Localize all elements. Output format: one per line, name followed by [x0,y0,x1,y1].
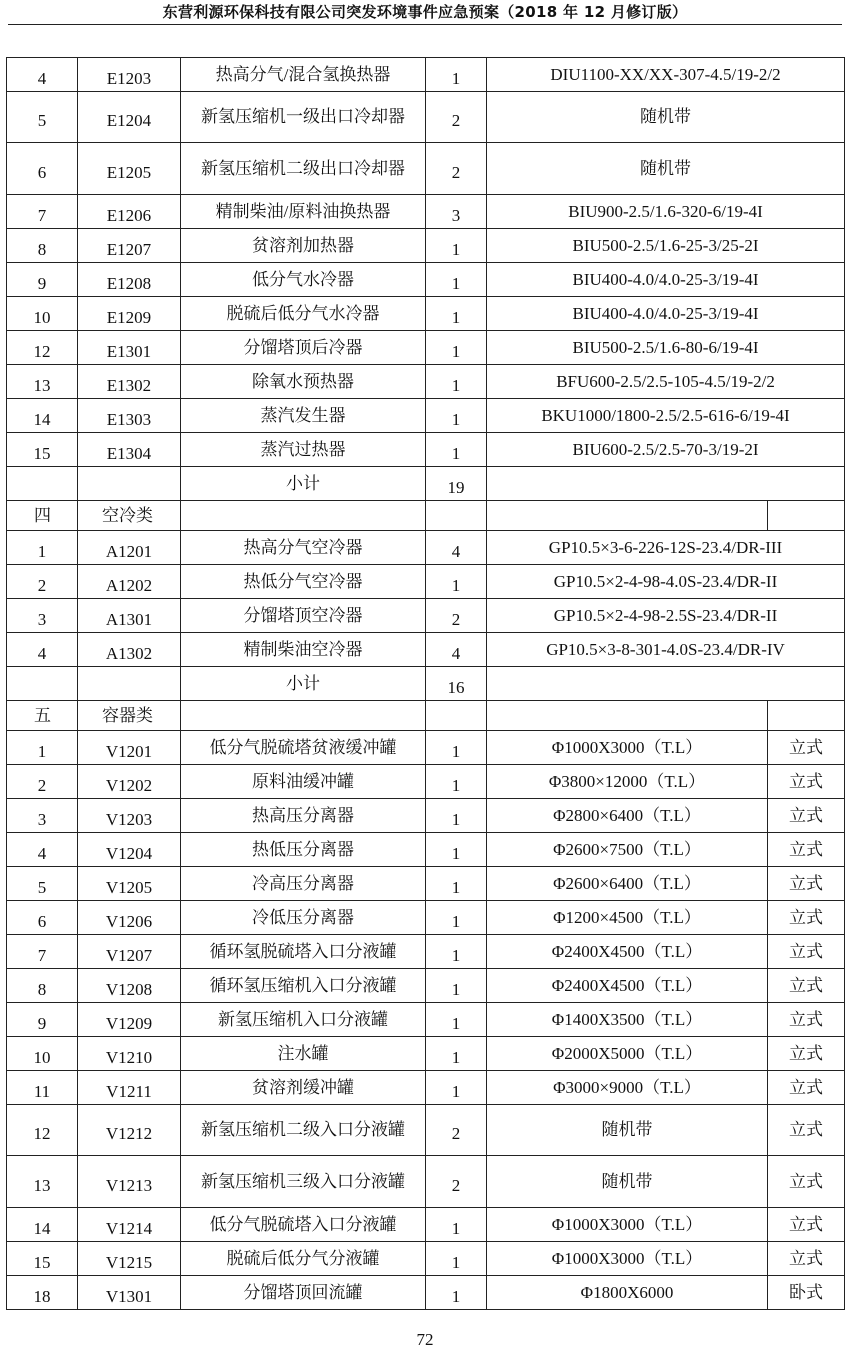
table-row [7,58,845,92]
cell-code: E1302 [78,365,181,399]
cell-code: A1302 [78,633,181,667]
cell-qty: 1 [426,1242,487,1276]
cell-note: 立式 [768,1037,845,1071]
cell-spec: BFU600-2.5/2.5-105-4.5/19-2/2 [487,365,845,399]
cell-spec: BIU500-2.5/1.6-25-3/25-2I [487,229,845,263]
table-row [7,365,845,399]
cell-seq [7,467,78,501]
cell-note: 立式 [768,1156,845,1208]
cell-note: 立式 [768,1242,845,1276]
cell-qty: 1 [426,833,487,867]
cell-qty: 1 [426,263,487,297]
cell-code: V1212 [78,1105,181,1156]
cell-note: 立式 [768,765,845,799]
cell-name: 分馏塔顶后冷器 [181,331,426,365]
cell-name: 新氢压缩机二级入口分液罐 [181,1105,426,1156]
section-row [7,501,845,531]
cell-qty: 1 [426,867,487,901]
cell-spec: Φ1000X3000（T.L） [487,1242,768,1276]
cell-seq: 11 [7,1071,78,1105]
cell-name: 热高分气空冷器 [181,531,426,565]
section-category: 容器类 [78,701,181,731]
cell-code [78,667,181,701]
cell-spec: GP10.5×3-8-301-4.0S-23.4/DR-IV [487,633,845,667]
cell-qty: 1 [426,935,487,969]
cell-name: 热低分气空冷器 [181,565,426,599]
cell-qty: 1 [426,331,487,365]
cell-qty: 2 [426,599,487,633]
table-row [7,229,845,263]
table-row [7,531,845,565]
cell-seq: 6 [7,901,78,935]
cell-spec: Φ1800X6000 [487,1276,768,1310]
cell-seq: 5 [7,867,78,901]
cell-note: 立式 [768,1105,845,1156]
cell-name: 冷高压分离器 [181,867,426,901]
cell-qty: 1 [426,1276,487,1310]
cell-spec: Φ2600×6400（T.L） [487,867,768,901]
cell-note: 立式 [768,1003,845,1037]
cell-name: 注水罐 [181,1037,426,1071]
table-row [7,799,845,833]
cell-spec: BIU900-2.5/1.6-320-6/19-4I [487,195,845,229]
cell-spec [487,701,768,731]
cell-name: 热低压分离器 [181,833,426,867]
cell-name: 精制柴油/原料油换热器 [181,195,426,229]
cell-code: V1209 [78,1003,181,1037]
cell-seq: 14 [7,399,78,433]
cell-qty: 16 [426,667,487,701]
cell-seq: 9 [7,1003,78,1037]
section-row [7,701,845,731]
table-row [7,195,845,229]
cell-seq: 15 [7,433,78,467]
cell-code: E1206 [78,195,181,229]
cell-note: 立式 [768,731,845,765]
cell-code: V1206 [78,901,181,935]
cell-note: 卧式 [768,1276,845,1310]
table-row [7,833,845,867]
cell-name: 冷低压分离器 [181,901,426,935]
cell-name: 分馏塔顶空冷器 [181,599,426,633]
table-row [7,297,845,331]
cell-spec: BIU400-4.0/4.0-25-3/19-4I [487,263,845,297]
cell-seq: 12 [7,1105,78,1156]
cell-name: 贫溶剂缓冲罐 [181,1071,426,1105]
cell-name: 低分气脱硫塔贫液缓冲罐 [181,731,426,765]
cell-code: A1201 [78,531,181,565]
cell-seq: 2 [7,765,78,799]
section-category: 空冷类 [78,501,181,531]
table-row [7,599,845,633]
header-rule [8,24,842,25]
cell-seq: 5 [7,92,78,143]
cell-name: 热高压分离器 [181,799,426,833]
cell-qty: 2 [426,92,487,143]
cell-spec: BIU500-2.5/1.6-80-6/19-4I [487,331,845,365]
cell-code: V1207 [78,935,181,969]
cell-code [78,467,181,501]
cell-spec [487,501,768,531]
cell-seq: 6 [7,143,78,195]
equipment-table-body [7,58,845,1310]
cell-name: 新氢压缩机三级入口分液罐 [181,1156,426,1208]
cell-code: E1205 [78,143,181,195]
cell-code: A1301 [78,599,181,633]
cell-seq: 12 [7,331,78,365]
table-row [7,331,845,365]
cell-seq [7,667,78,701]
cell-code: V1204 [78,833,181,867]
cell-name: 贫溶剂加热器 [181,229,426,263]
table-row [7,1276,845,1310]
cell-code: V1203 [78,799,181,833]
cell-spec [487,467,845,501]
cell-spec: 随机带 [487,143,845,195]
cell-qty: 1 [426,58,487,92]
cell-seq: 10 [7,297,78,331]
cell-spec: BKU1000/1800-2.5/2.5-616-6/19-4I [487,399,845,433]
cell-name: 分馏塔顶回流罐 [181,1276,426,1310]
cell-note: 立式 [768,833,845,867]
table-row [7,731,845,765]
table-row [7,92,845,143]
cell-code: V1202 [78,765,181,799]
cell-name: 原料油缓冲罐 [181,765,426,799]
cell-spec: BIU600-2.5/2.5-70-3/19-2I [487,433,845,467]
table-row [7,565,845,599]
cell-code: V1214 [78,1208,181,1242]
cell-spec: BIU400-4.0/4.0-25-3/19-4I [487,297,845,331]
subtotal-row [7,667,845,701]
cell-spec: DIU1100-XX/XX-307-4.5/19-2/2 [487,58,845,92]
cell-name: 循环氢压缩机入口分液罐 [181,969,426,1003]
cell-code: V1301 [78,1276,181,1310]
cell-seq: 4 [7,58,78,92]
cell-qty: 1 [426,365,487,399]
cell-code: E1203 [78,58,181,92]
cell-name: 蒸汽发生器 [181,399,426,433]
cell-note [768,501,845,531]
cell-name: 蒸汽过热器 [181,433,426,467]
section-number: 五 [7,701,78,731]
table-row [7,1071,845,1105]
cell-seq: 7 [7,195,78,229]
table-row [7,1105,845,1156]
subtotal-row [7,467,845,501]
cell-seq: 18 [7,1276,78,1310]
cell-spec: Φ2800×6400（T.L） [487,799,768,833]
cell-qty: 1 [426,765,487,799]
table-row [7,1003,845,1037]
table-row [7,1156,845,1208]
cell-spec: GP10.5×2-4-98-2.5S-23.4/DR-II [487,599,845,633]
cell-qty: 1 [426,297,487,331]
cell-qty: 1 [426,799,487,833]
cell-seq: 2 [7,565,78,599]
cell-seq: 10 [7,1037,78,1071]
table-row [7,765,845,799]
cell-name: 除氧水预热器 [181,365,426,399]
table-row [7,143,845,195]
cell-code: A1202 [78,565,181,599]
cell-seq: 14 [7,1208,78,1242]
cell-name: 精制柴油空冷器 [181,633,426,667]
cell-code: E1303 [78,399,181,433]
cell-spec: GP10.5×2-4-98-4.0S-23.4/DR-II [487,565,845,599]
table-row [7,935,845,969]
cell-qty: 4 [426,633,487,667]
table-row [7,867,845,901]
table-row [7,399,845,433]
cell-qty: 19 [426,467,487,501]
cell-code: V1208 [78,969,181,1003]
cell-name: 低分气水冷器 [181,263,426,297]
cell-code: V1205 [78,867,181,901]
cell-name: 新氢压缩机入口分液罐 [181,1003,426,1037]
cell-seq: 13 [7,365,78,399]
cell-seq: 8 [7,229,78,263]
cell-spec: Φ2600×7500（T.L） [487,833,768,867]
cell-name: 新氢压缩机一级出口冷却器 [181,92,426,143]
cell-qty: 2 [426,143,487,195]
cell-spec: GP10.5×3-6-226-12S-23.4/DR-III [487,531,845,565]
cell-note: 立式 [768,935,845,969]
cell-qty: 1 [426,229,487,263]
cell-seq: 9 [7,263,78,297]
cell-code: E1304 [78,433,181,467]
cell-note [768,701,845,731]
cell-spec: Φ1400X3500（T.L） [487,1003,768,1037]
cell-note: 立式 [768,867,845,901]
cell-code: E1301 [78,331,181,365]
cell-qty [426,501,487,531]
cell-spec [487,667,845,701]
cell-qty: 3 [426,195,487,229]
table-row [7,633,845,667]
cell-code: E1204 [78,92,181,143]
cell-code: V1213 [78,1156,181,1208]
cell-spec: 随机带 [487,1156,768,1208]
cell-seq: 1 [7,731,78,765]
cell-code: V1210 [78,1037,181,1071]
table-row [7,433,845,467]
cell-name [181,501,426,531]
cell-note: 立式 [768,969,845,1003]
cell-spec: Φ1200×4500（T.L） [487,901,768,935]
cell-qty: 2 [426,1156,487,1208]
table-row [7,1242,845,1276]
cell-qty: 1 [426,1003,487,1037]
cell-qty [426,701,487,731]
cell-qty: 1 [426,1071,487,1105]
cell-spec: Φ2400X4500（T.L） [487,969,768,1003]
cell-code: E1209 [78,297,181,331]
cell-seq: 13 [7,1156,78,1208]
table-row [7,969,845,1003]
cell-note: 立式 [768,799,845,833]
cell-seq: 4 [7,833,78,867]
table-row [7,1208,845,1242]
cell-code: E1207 [78,229,181,263]
cell-spec: 随机带 [487,92,845,143]
cell-spec: Φ1000X3000（T.L） [487,731,768,765]
cell-spec: Φ3800×12000（T.L） [487,765,768,799]
cell-seq: 8 [7,969,78,1003]
cell-qty: 1 [426,969,487,1003]
cell-qty: 1 [426,1037,487,1071]
cell-note: 立式 [768,1071,845,1105]
cell-qty: 1 [426,1208,487,1242]
cell-code: E1208 [78,263,181,297]
table-row [7,263,845,297]
cell-name: 新氢压缩机二级出口冷却器 [181,143,426,195]
cell-seq: 4 [7,633,78,667]
cell-seq: 1 [7,531,78,565]
cell-name: 小计 [181,667,426,701]
equipment-table [6,57,845,1310]
cell-code: V1215 [78,1242,181,1276]
cell-qty: 1 [426,731,487,765]
section-number: 四 [7,501,78,531]
cell-code: V1201 [78,731,181,765]
cell-note: 立式 [768,1208,845,1242]
cell-seq: 15 [7,1242,78,1276]
table-row [7,901,845,935]
cell-name: 热高分气/混合氢换热器 [181,58,426,92]
cell-spec: Φ2000X5000（T.L） [487,1037,768,1071]
cell-qty: 1 [426,433,487,467]
cell-seq: 3 [7,799,78,833]
cell-name: 循环氢脱硫塔入口分液罐 [181,935,426,969]
cell-name: 低分气脱硫塔入口分液罐 [181,1208,426,1242]
cell-qty: 2 [426,1105,487,1156]
cell-qty: 4 [426,531,487,565]
cell-seq: 3 [7,599,78,633]
cell-qty: 1 [426,901,487,935]
cell-qty: 1 [426,399,487,433]
table-row [7,1037,845,1071]
document-header: 东营利源环保科技有限公司突发环境事件应急预案（2018 年 12 月修订版） [162,3,688,21]
cell-seq: 7 [7,935,78,969]
cell-spec: Φ1000X3000（T.L） [487,1208,768,1242]
page-number: 72 [416,1330,434,1349]
cell-note: 立式 [768,901,845,935]
cell-name: 小计 [181,467,426,501]
cell-spec: 随机带 [487,1105,768,1156]
cell-code: V1211 [78,1071,181,1105]
cell-qty: 1 [426,565,487,599]
cell-spec: Φ3000×9000（T.L） [487,1071,768,1105]
cell-name: 脱硫后低分气水冷器 [181,297,426,331]
cell-name [181,701,426,731]
cell-name: 脱硫后低分气分液罐 [181,1242,426,1276]
cell-spec: Φ2400X4500（T.L） [487,935,768,969]
